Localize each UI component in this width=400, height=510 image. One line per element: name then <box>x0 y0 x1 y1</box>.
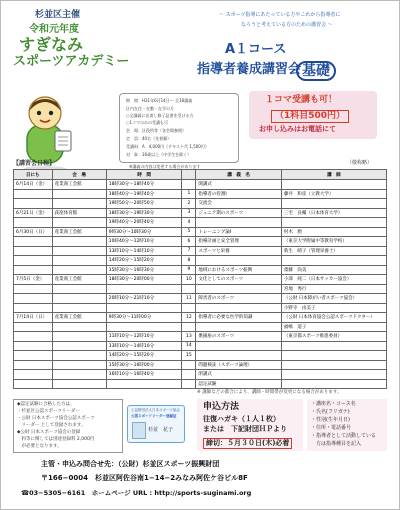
table-row <box>14 284 387 294</box>
organizer-label: 杉並区主催 <box>35 10 81 20</box>
cell-instructor: （東京大学附属中等教育学校） <box>281 237 386 247</box>
cell-time: 19時50分〜20時50分 <box>106 199 182 209</box>
cell-date <box>14 379 53 389</box>
cell-instructor: （公財 日本体育協会公認スポーツドクター） <box>281 313 386 323</box>
brand-line-2: スポーツアカデミー <box>13 54 130 69</box>
table-row <box>14 303 387 313</box>
table-row <box>14 332 387 342</box>
col-title-header: 講 義 名 <box>196 170 282 180</box>
cert-line: ・公財 日本スポーツ協会公認スポーツ <box>17 416 95 421</box>
cell-time: 19時40分〜20時40分 <box>106 218 182 228</box>
cell-venue <box>52 265 106 275</box>
cell-title <box>196 284 282 294</box>
cell-title: 交流会 <box>196 199 282 209</box>
cell-venue: 荻窪体育館 <box>52 208 106 218</box>
cell-instructor: 村木 勲 <box>281 227 386 237</box>
cell-venue <box>52 246 106 256</box>
cell-num: 11 <box>182 294 196 304</box>
schedule-table <box>13 169 387 389</box>
cell-venue <box>52 332 106 342</box>
req-line: ・性別(生年月日) <box>311 417 350 423</box>
cell-title: 指導計画と安全管理 <box>196 237 282 247</box>
info-line: ○全講義に出席し修了証書を受ける方 <box>126 113 194 118</box>
cell-date <box>14 218 53 228</box>
info-line: ○1コマのみの受講も可 <box>126 120 169 125</box>
table-row <box>14 199 387 209</box>
cell-num: 15 <box>182 351 196 361</box>
cell-title: 開講式 <box>196 180 282 190</box>
cell-num: 10 <box>182 275 196 285</box>
brand-line-1: すぎなみ <box>19 35 84 54</box>
cell-venue: 産業商工会館 <box>52 180 106 190</box>
cell-instructor <box>281 360 386 370</box>
cell-instructor <box>281 256 386 266</box>
cell-time: 9時30分〜10時30分 <box>106 227 182 237</box>
cell-time: 11時10分〜12時10分 <box>106 332 182 342</box>
table-row <box>14 189 387 199</box>
cell-time: 9時30分〜11時00分 <box>106 313 182 323</box>
cell-venue <box>52 199 106 209</box>
tagline-line-1: 〜 スポーツ指導にあたっている方やこれから指導者に <box>219 12 341 18</box>
cell-date <box>14 227 53 237</box>
cell-title: ジュニア期のスポーツ <box>196 208 282 218</box>
info-line: 区内在住・在勤・在学の方 <box>126 106 174 111</box>
date-text: 6月21日 <box>16 210 34 216</box>
cell-date <box>14 199 53 209</box>
date-text: 7月14日 <box>16 315 34 321</box>
cell-title: 閉講式 <box>196 370 282 380</box>
fiscal-year-label: 令和元年度 <box>29 24 79 35</box>
table-header-row <box>14 170 387 180</box>
cell-num: 4 <box>182 218 196 228</box>
cell-time: 13時10分〜14時10分 <box>106 341 182 351</box>
cell-time: 15時30分〜16時30分 <box>106 265 182 275</box>
table-row <box>14 370 387 380</box>
table-row <box>14 256 387 266</box>
cert-line: 料等に関しては別途登録料 2,000円 <box>17 437 95 442</box>
certification-box <box>13 399 123 453</box>
footer-contact-line: 主管・申込み問合せ先：（公財）杉並区スポーツ振興財団 <box>41 460 220 468</box>
cell-num <box>182 303 196 313</box>
cell-num: 12 <box>182 313 196 323</box>
cell-time: 18時30分〜18時40分 <box>106 180 182 190</box>
cell-date <box>14 360 53 370</box>
cell-title <box>196 341 282 351</box>
cell-num: 13 <box>182 332 196 342</box>
cell-instructor: 齋藤 尚美 <box>281 265 386 275</box>
requirements-box <box>307 399 387 451</box>
cell-title <box>196 322 282 332</box>
cell-venue: 産業商工会館 <box>52 275 106 285</box>
cell-title: 問題検証（スポーツ論理） <box>196 360 282 370</box>
cell-time <box>106 284 182 294</box>
apply-title: 申込方法 <box>203 402 240 412</box>
promo-line-1: １コマ受講も可！ <box>265 95 338 105</box>
info-line: 定 員：40名（先着順） <box>126 136 172 141</box>
cell-date <box>14 303 53 313</box>
cell-date <box>14 294 53 304</box>
cell-date <box>14 237 53 247</box>
table-row <box>14 351 387 361</box>
req-line: ・氏名(フリガナ) <box>311 409 350 415</box>
cell-title: トレーニング論Ⅰ <box>196 227 282 237</box>
cell-instructor: 新生 晴子（管理栄養士） <box>281 246 386 256</box>
table-row <box>14 246 387 256</box>
card-title: 公益財団法人日本スポーツ協会 <box>131 408 180 412</box>
table-row <box>14 313 387 323</box>
table-row <box>14 322 387 332</box>
col-num-header <box>182 170 196 180</box>
promo-line-2: （1科目500円） <box>271 110 349 123</box>
cell-date <box>14 265 53 275</box>
table-row <box>14 294 387 304</box>
cell-venue <box>52 370 106 380</box>
info-line: 期 間：H31年6月14日〜 全18講義 <box>126 98 193 103</box>
info-line: 対 象：16歳以上（中学生を除く） <box>126 152 192 157</box>
day-text: （金） <box>33 182 48 188</box>
cell-title: 指導者に必要な医学的知識 <box>196 313 282 323</box>
cell-time <box>106 322 182 332</box>
cell-time: 20時10分〜21時10分 <box>106 294 182 304</box>
day-text: （金） <box>30 277 45 283</box>
cell-instructor: 三宅 良輔（日本体育大学） <box>281 208 386 218</box>
cell-time: 15時30分〜16時00分 <box>106 360 182 370</box>
cell-venue <box>52 218 106 228</box>
cell-time: 18時30分〜20時00分 <box>106 275 182 285</box>
cell-instructor <box>281 341 386 351</box>
cell-time: 18時40分〜19時40分 <box>106 189 182 199</box>
cell-venue <box>52 189 106 199</box>
cell-venue <box>52 294 106 304</box>
cell-instructor <box>281 218 386 228</box>
schedule-note: （敬称略） <box>347 160 373 166</box>
cell-instructor: 福嶋 道子 <box>281 322 386 332</box>
cell-venue <box>52 303 106 313</box>
apply-line-1: 往復ハガキ（１人１枚） <box>203 415 280 423</box>
cell-num: 1 <box>182 189 196 199</box>
cell-title: 障害者のスポーツ <box>196 294 282 304</box>
course-level-badge: 基礎 <box>296 61 336 81</box>
apply-line-2: または 下記財団ＨＰより <box>203 425 287 433</box>
cell-num <box>182 360 196 370</box>
req-line: 方は指導種目を記入 <box>311 441 362 447</box>
cell-title: 認定試験 <box>196 379 282 389</box>
cell-num <box>182 379 196 389</box>
cell-num <box>182 180 196 190</box>
info-note: ※講義の内容は変更する場合があります <box>129 164 201 169</box>
cell-date <box>14 370 53 380</box>
cert-line: ◆認定試験に合格した方は、 <box>17 402 75 407</box>
table-row <box>14 237 387 247</box>
cert-line: が必要となります。 <box>17 444 62 449</box>
info-line: 受講料：A 4,000円（テキスト代 1,500円） <box>126 144 209 149</box>
cell-title: 文化としてのスポーツ <box>196 275 282 285</box>
registration-card-image <box>127 405 185 443</box>
cell-date <box>14 284 53 294</box>
schedule-body <box>14 180 387 389</box>
cell-num: 8 <box>182 256 196 266</box>
cell-venue: 産業商工会館 <box>52 227 106 237</box>
cell-num: 7 <box>182 246 196 256</box>
col-instructor-header: 講 師 <box>281 170 386 180</box>
cell-title: 指導者の役割Ⅰ <box>196 189 282 199</box>
schedule-label: 【講習会日程】 <box>13 160 56 167</box>
table-row <box>14 180 387 190</box>
cell-title: スポーツと栄養 <box>196 246 282 256</box>
cell-venue <box>52 256 106 266</box>
table-row <box>14 265 387 275</box>
cell-time: 14時20分〜15時20分 <box>106 351 182 361</box>
cell-instructor <box>281 351 386 361</box>
cell-date <box>14 351 53 361</box>
cell-num <box>182 284 196 294</box>
cell-instructor: 藤井 和彦（立教大学） <box>281 189 386 199</box>
cell-date <box>14 180 53 190</box>
cell-date <box>14 208 53 218</box>
cell-instructor: （公財 日本障がい者スポーツ協会） <box>281 294 386 304</box>
cell-title: 地域におけるスポーツ振興 <box>196 265 282 275</box>
cert-line: リーダー として登録されます。 <box>17 423 86 428</box>
cell-date <box>14 246 53 256</box>
date-text: 6月14日 <box>16 182 34 188</box>
card-name: 杉並 花子 <box>148 427 174 433</box>
cell-venue <box>52 379 106 389</box>
cell-num: 14 <box>182 341 196 351</box>
table-row <box>14 379 387 389</box>
cell-instructor: 宮地 秀行 <box>281 284 386 294</box>
cert-line: ◆公財 日本スポーツ協会の登録 <box>17 430 81 435</box>
cell-time <box>106 303 182 313</box>
promo-line-3: お申し込みはお電話にて <box>259 125 336 133</box>
day-text: （日） <box>33 229 48 235</box>
cell-num <box>182 370 196 380</box>
apply-deadline: 締切：５月３０日(木)必着 <box>203 438 292 449</box>
apply-box <box>197 399 303 451</box>
table-row <box>14 227 387 237</box>
req-line: ・住所・電話番号 <box>311 425 352 431</box>
cell-time: 18時30分〜19時30分 <box>106 208 182 218</box>
cell-date <box>14 332 53 342</box>
cell-instructor <box>281 370 386 380</box>
tagline-line-2: なろうと考えている方のための講習会 〜 <box>241 22 333 28</box>
card-photo <box>132 422 146 439</box>
cell-venue <box>52 322 106 332</box>
cell-num: 2 <box>182 199 196 209</box>
col-venue-header: 会 場 <box>52 170 106 180</box>
cell-date <box>14 256 53 266</box>
cell-title <box>196 351 282 361</box>
cell-num <box>182 322 196 332</box>
table-row <box>14 360 387 370</box>
date-text: 6月30日 <box>16 229 34 235</box>
cell-num: 9 <box>182 265 196 275</box>
info-line: 会 場：区役所等（各会場参照） <box>126 128 186 133</box>
cell-num: 6 <box>182 237 196 247</box>
cell-title <box>196 303 282 313</box>
cell-time: 13時10分〜14時10分 <box>106 246 182 256</box>
col-date-header: 日にち <box>14 170 53 180</box>
cell-instructor: （東京都スポーツ推進委員） <box>281 332 386 342</box>
cell-date <box>14 322 53 332</box>
cell-venue <box>52 237 106 247</box>
cert-line: ・杉並区公認スポーツリーダー <box>17 409 80 414</box>
cell-instructor <box>281 199 386 209</box>
cell-venue <box>52 341 106 351</box>
cell-title: 裏銀座のスポーツ <box>196 332 282 342</box>
day-text: （金） <box>33 210 48 216</box>
footer-phone: ☎03−5305−6161 ホームページ URL : http://sports-suginami.org <box>21 489 252 497</box>
cell-date <box>14 275 53 285</box>
promo-box <box>249 91 377 139</box>
table-row <box>14 275 387 285</box>
footer-address: 〒166−0004 杉並区阿佐谷南1−14−2みなみ阿佐ケ谷ビル8F <box>41 474 248 482</box>
cell-time: 14時20分〜15時20分 <box>106 256 182 266</box>
course-info-box <box>119 93 239 163</box>
cell-venue <box>52 360 106 370</box>
cell-instructor <box>281 379 386 389</box>
card-sub: 公認スポーツリーダー登録証 <box>131 414 177 418</box>
cell-venue: 産業商工会館 <box>52 313 106 323</box>
req-line: ・指導者として活動している <box>311 433 377 439</box>
req-line: ・講座名・コース名 <box>311 401 356 407</box>
table-row <box>14 341 387 351</box>
col-time-header: 時 間 <box>106 170 182 180</box>
cell-instructor: 小澤 純二（日本サッカー協会） <box>281 275 386 285</box>
table-row <box>14 208 387 218</box>
cell-time: 16時10分〜16時40分 <box>106 370 182 380</box>
cell-instructor: 小野寺 由美子 <box>281 303 386 313</box>
cell-date <box>14 341 53 351</box>
cell-num: 3 <box>182 208 196 218</box>
cell-num: 5 <box>182 227 196 237</box>
cell-venue <box>52 284 106 294</box>
course-name: A１コース <box>225 42 287 57</box>
cell-time: 10時40分〜12時10分 <box>106 237 182 247</box>
schedule-footnote: ※ 講師などの都合により、講師・時間帯が変更になる場合があります。 <box>197 390 342 395</box>
cell-title <box>196 256 282 266</box>
cell-title <box>196 218 282 228</box>
cell-instructor <box>281 180 386 190</box>
cell-date <box>14 313 53 323</box>
table-row <box>14 218 387 228</box>
cell-venue <box>52 351 106 361</box>
cell-date <box>14 189 53 199</box>
cell-time <box>106 379 182 389</box>
date-text: 7月5日 <box>16 277 31 283</box>
day-text: （日） <box>33 315 48 321</box>
course-title: 指導者養成講習会 <box>197 62 302 77</box>
